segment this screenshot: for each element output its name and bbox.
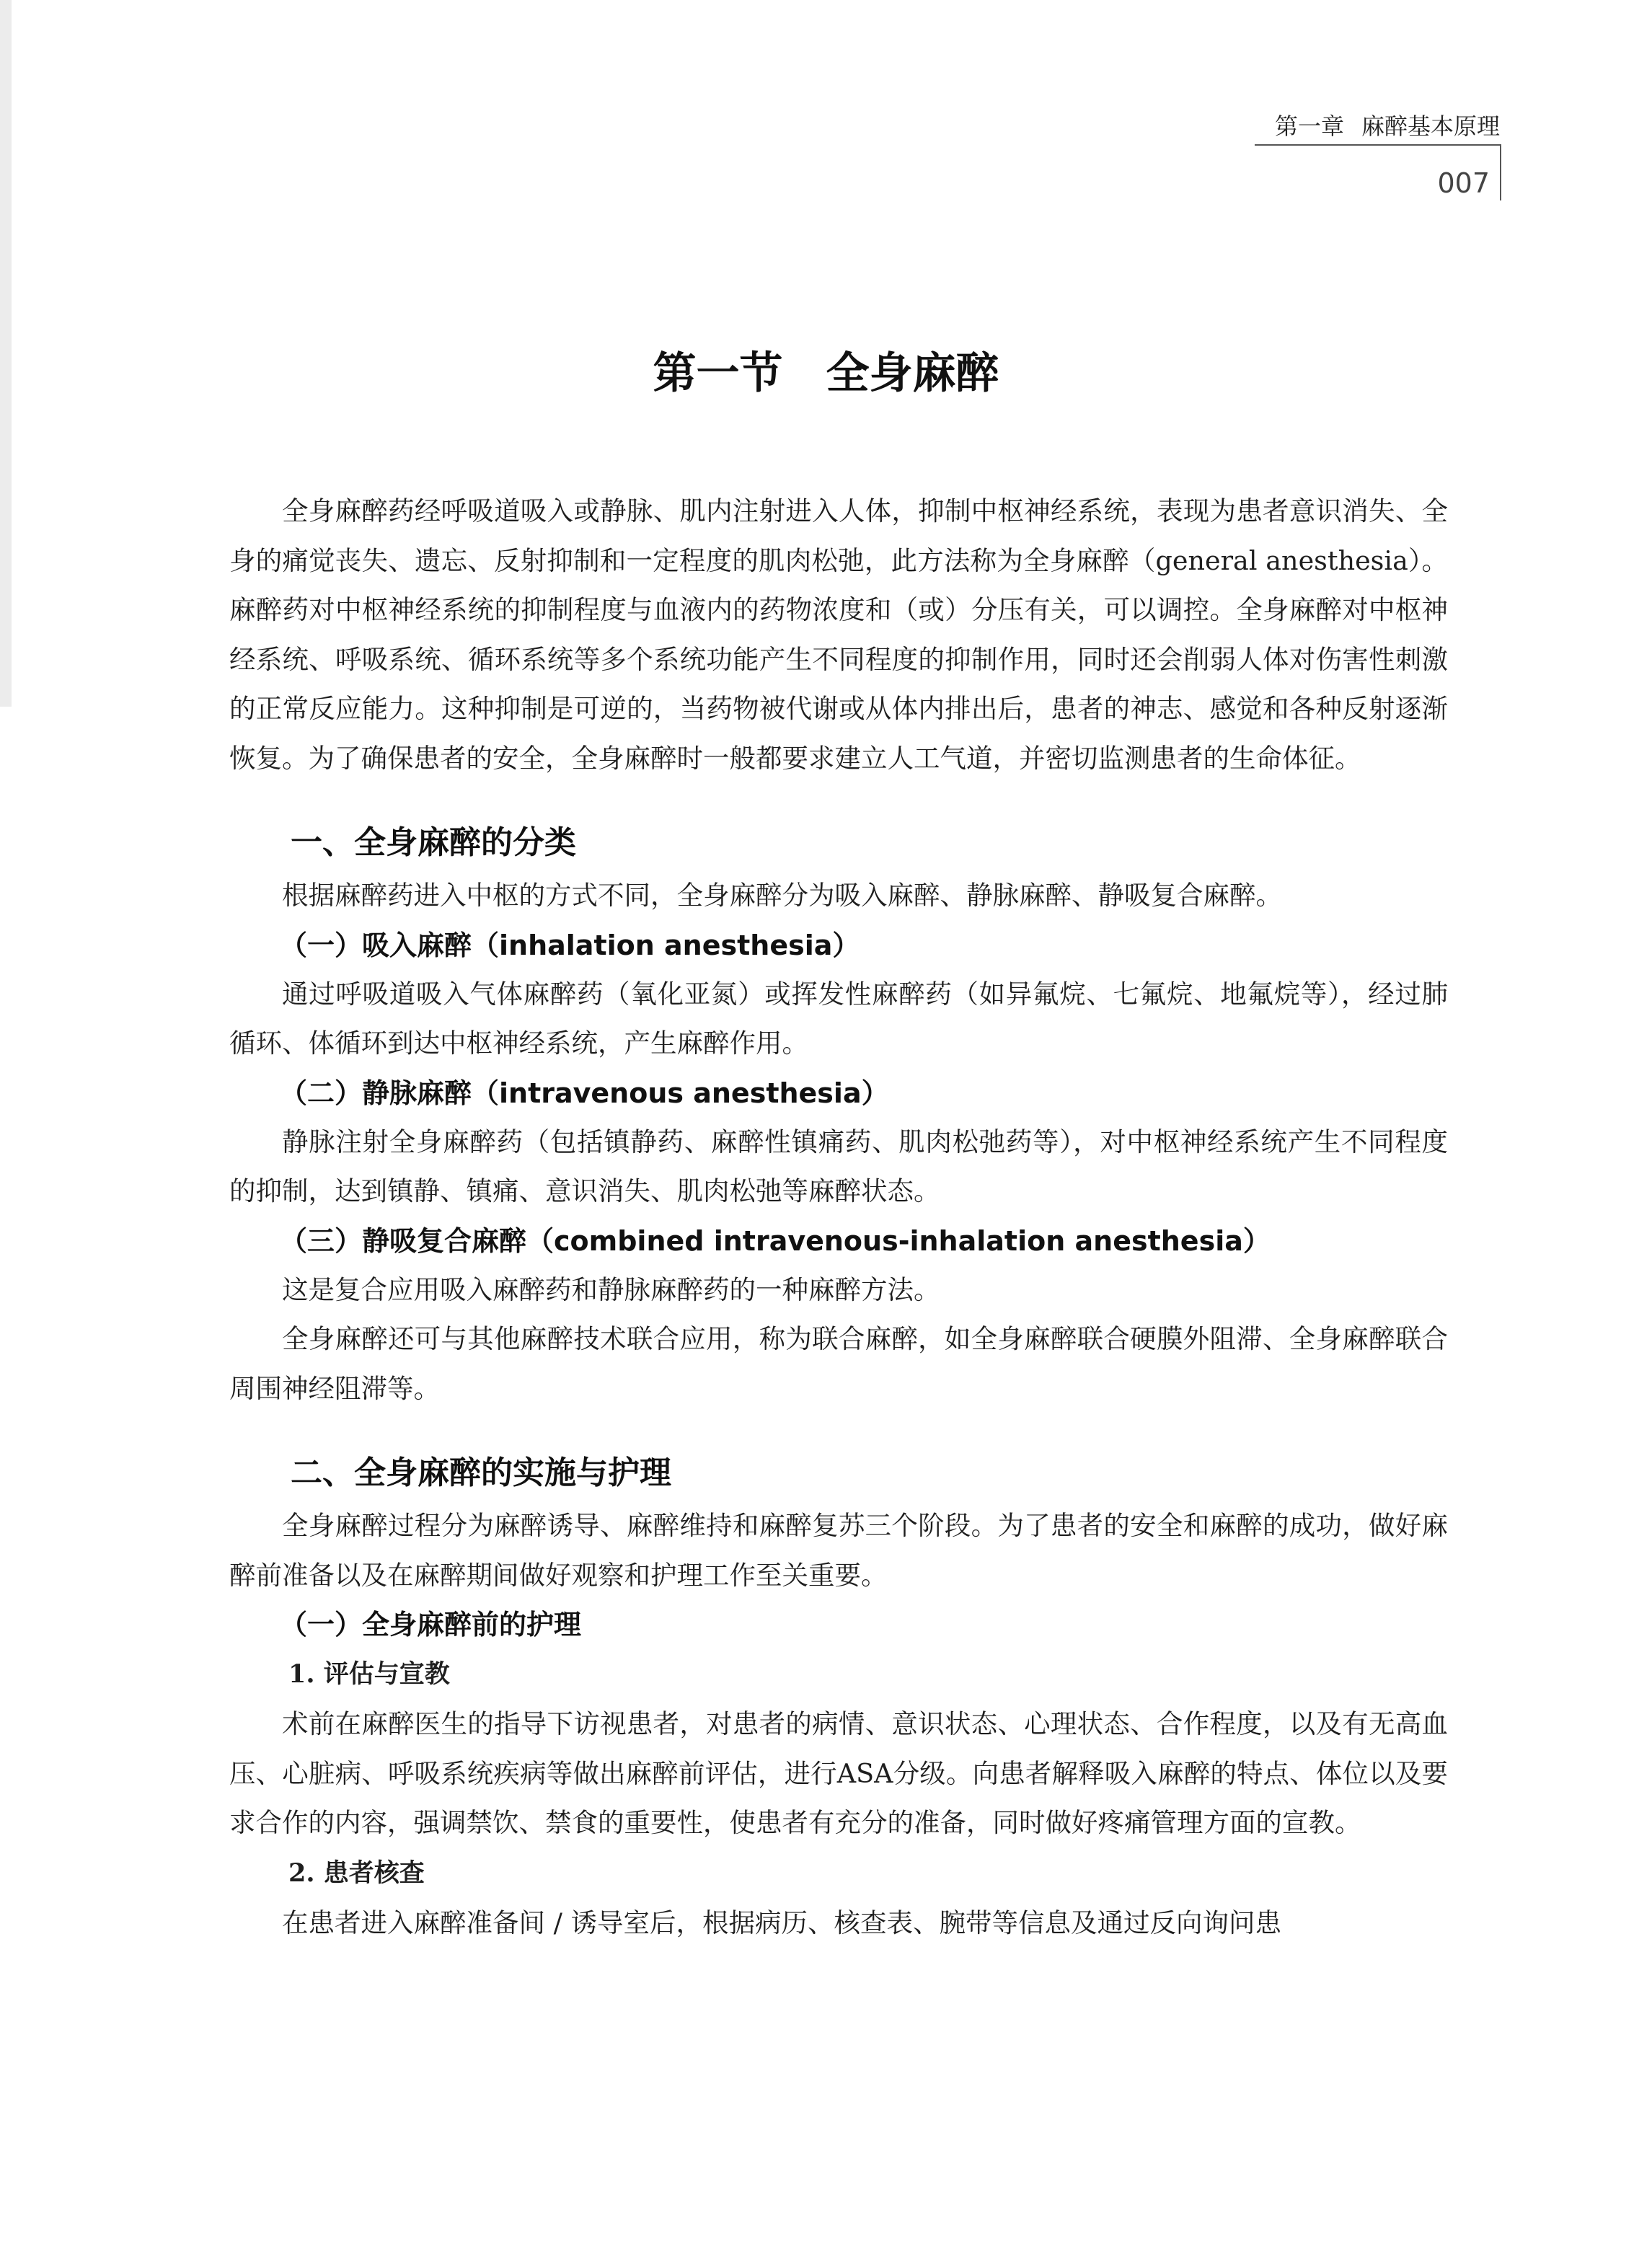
intravenous-paragraph: 静脉注射全身麻醉药（包括镇静药、麻醉性镇痛药、肌肉松弛药等），对中枢神经系统产生不同程度的抑制，达到镇静、镇痛、意识消失、肌肉松弛等麻醉状态。 — [229, 1126, 1448, 1206]
section-title — [0, 339, 1652, 401]
subheading-preanesthesia: （一）全身麻醉前的护理 — [280, 1609, 582, 1641]
inhalation-paragraph: 通过呼吸道吸入气体麻醉药（氧化亚氮）或挥发性麻醉药（如异氟烷、七氟烷、地氟烷等），经过肺循环、体循环到达中枢神经系统，产生麻醉作用。 — [229, 978, 1448, 1059]
chapter-title: 麻醉基本原理 — [1361, 112, 1500, 140]
section-name: 全身麻醉 — [826, 348, 999, 399]
main-content — [229, 487, 1448, 1948]
subheading-inhalation: （一）吸入麻醉（inhalation anesthesia） — [280, 929, 860, 961]
heading-classification: 一、全身麻醉的分类 — [291, 824, 576, 861]
combined-note-paragraph: 全身麻醉还可与其他麻醉技术联合应用，称为联合麻醉，如全身麻醉联合硬膜外阻滞、全身麻醉联合周围神经阻滞等。 — [229, 1323, 1448, 1404]
intro-paragraph: 全身麻醉药经呼吸道吸入或静脉、肌内注射进入人体，抑制中枢神经系统，表现为患者意识消失、全身的痛觉丧失、遗忘、反射抑制和一定程度的肌肉松弛，此方法称为全身麻醉（general anesthesia）。麻醉药对中枢神经系统的抑制程度与血液内的药物浓度和（或）分压有关，可以调控。全身麻醉对中枢神经系统、呼吸系统、循环系统等多个系统功能产生不同程度的抑制作用，同时还会削弱人体对伤害性刺激的正常反应能力。这种抑制是可逆的，当药物被代谢或从体内排出后，患者的神志、感觉和各种反射逐渐恢复。为了确保患者的安全，全身麻醉时一般都要求建立人工气道，并密切监测患者的生命体征。 — [229, 495, 1448, 774]
heading-implementation: 二、全身麻醉的实施与护理 — [291, 1454, 671, 1491]
running-header — [1255, 108, 1500, 141]
section-number: 第一节 — [653, 348, 783, 399]
subheading-combined: （三）静吸复合麻醉（combined intravenous-inhalation anesthesia） — [280, 1224, 1271, 1257]
implementation-paragraph: 全身麻醉过程分为麻醉诱导、麻醉维持和麻醉复苏三个阶段。为了患者的安全和麻醉的成功，做好麻醉前准备以及在麻醉期间做好观察和护理工作至关重要。 — [229, 1510, 1448, 1591]
page-number: 007 — [1437, 167, 1490, 199]
subheading-intravenous: （二）静脉麻醉（intravenous anesthesia） — [280, 1077, 889, 1109]
classification-paragraph: 根据麻醉药进入中枢的方式不同，全身麻醉分为吸入麻醉、静脉麻醉、静吸复合麻醉。 — [282, 880, 1282, 911]
combined-paragraph: 这是复合应用吸入麻醉药和静脉麻醉药的一种麻醉方法。 — [282, 1273, 940, 1305]
assessment-paragraph: 术前在麻醉医生的指导下访视患者，对患者的病情、意识状态、心理状态、合作程度，以及有无高血压、心脏病、呼吸系统疾病等做出麻醉前评估，进行ASA分级。向患者解释吸入麻醉的特点、体位以及要求合作的内容，强调禁饮、禁食的重要性，使患者有充分的准备，同时做好疼痛管理方面的宣教。 — [229, 1708, 1448, 1838]
item-assessment-heading: 1. 评估与宣教 — [288, 1659, 450, 1689]
header-vertical-rule — [1500, 144, 1501, 200]
chapter-number: 第一章 — [1274, 112, 1344, 140]
header-rule — [1255, 144, 1501, 146]
item-verification-heading: 2. 患者核查 — [288, 1858, 425, 1888]
verification-paragraph: 在患者进入麻醉准备间 / 诱导室后，根据病历、核查表、腕带等信息及通过反向询问患 — [282, 1907, 1282, 1938]
